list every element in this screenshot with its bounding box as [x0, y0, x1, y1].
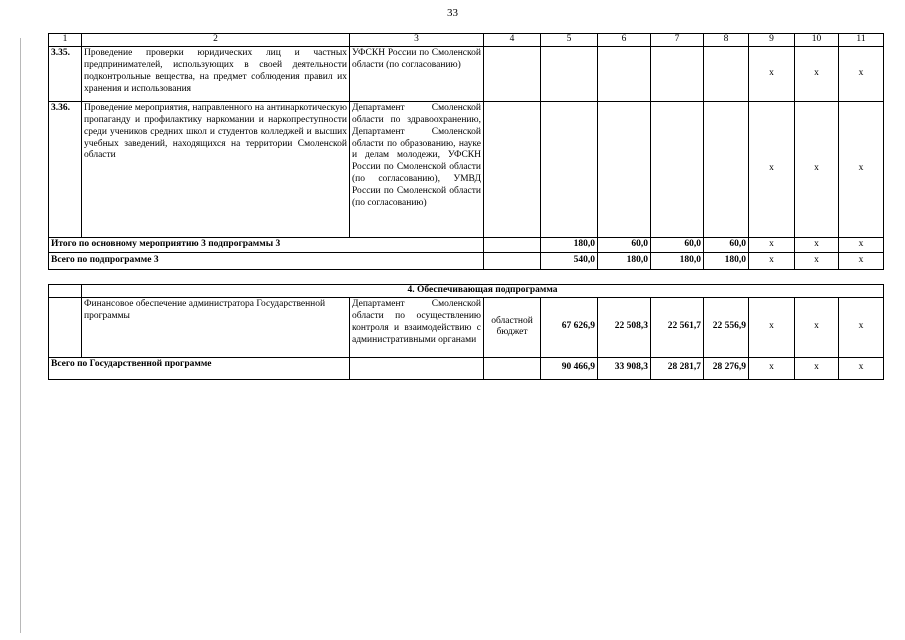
program-table-continued	[48, 33, 884, 270]
total-row	[49, 237, 884, 252]
executor	[350, 357, 484, 379]
indicator-value: x	[749, 297, 795, 357]
funding-source: областной бюджет	[484, 297, 541, 357]
year-2-amount	[651, 101, 704, 237]
year-2-amount: 180,0	[651, 252, 704, 269]
section-title: 4. Обеспечивающая подпрограмма	[82, 285, 884, 298]
table-row	[49, 101, 884, 237]
total-amount: 67 626,9	[541, 297, 598, 357]
row-index: 3.36.	[49, 101, 82, 237]
indicator-value: x	[839, 252, 884, 269]
year-2-amount: 60,0	[651, 237, 704, 252]
activity-name: Проведение мероприятия, направленного на антинаркотическую пропаганду и профилактику наркомании и наркопреступности среди учеников средних школ и студентов колледжей и высших учебных заведений, находящихся на территории Смоленской области	[82, 101, 350, 237]
year-3-amount	[704, 101, 749, 237]
column-number: 8	[704, 34, 749, 47]
indicator-value: x	[839, 357, 884, 379]
column-number: 9	[749, 34, 795, 47]
column-number: 6	[598, 34, 651, 47]
total-label: Всего по Государственной программе	[49, 357, 350, 379]
year-3-amount	[704, 46, 749, 101]
support-subprogram-table	[48, 284, 884, 380]
total-label: Итого по основному мероприятию 3 подпрограммы 3	[49, 237, 484, 252]
indicator-value: x	[749, 46, 795, 101]
indicator-value: x	[795, 357, 839, 379]
indicator-value: x	[839, 297, 884, 357]
indicator-value: x	[839, 101, 884, 237]
table-row	[49, 297, 884, 357]
column-number: 10	[795, 34, 839, 47]
year-3-amount: 22 556,9	[704, 297, 749, 357]
column-number: 5	[541, 34, 598, 47]
year-2-amount: 28 281,7	[651, 357, 704, 379]
total-row	[49, 252, 884, 269]
funding-source	[484, 252, 541, 269]
funding-source	[484, 237, 541, 252]
total-amount: 90 466,9	[541, 357, 598, 379]
indicator-value: x	[795, 46, 839, 101]
year-3-amount: 28 276,9	[704, 357, 749, 379]
funding-source	[484, 46, 541, 101]
executor: УФСКН России по Смоленской области (по согласованию)	[350, 46, 484, 101]
year-1-amount: 33 908,3	[598, 357, 651, 379]
column-number: 3	[350, 34, 484, 47]
indicator-value: x	[795, 297, 839, 357]
page-margin-line	[20, 38, 21, 633]
year-1-amount: 22 508,3	[598, 297, 651, 357]
indicator-value: x	[749, 252, 795, 269]
year-3-amount: 60,0	[704, 237, 749, 252]
executor: Департамент Смоленской области по осуществлению контроля и взаимодействию с административными органами	[350, 297, 484, 357]
column-number-row	[49, 34, 884, 47]
total-amount: 180,0	[541, 237, 598, 252]
executor: Департамент Смоленской области по здравоохранению, Департамент Смоленской области по образованию, науке и делам молодежи, УФСКН России по Смоленской области (по согласованию), УМВД России по Смоленской области (по согласованию)	[350, 101, 484, 237]
column-number: 1	[49, 34, 82, 47]
column-number: 7	[651, 34, 704, 47]
year-1-amount	[598, 46, 651, 101]
year-1-amount: 180,0	[598, 252, 651, 269]
indicator-value: x	[749, 101, 795, 237]
total-amount: 540,0	[541, 252, 598, 269]
total-amount	[541, 46, 598, 101]
row-index	[49, 297, 82, 357]
table-row	[49, 46, 884, 101]
total-label: Всего по подпрограмме 3	[49, 252, 484, 269]
column-number: 11	[839, 34, 884, 47]
funding-source	[484, 101, 541, 237]
page-number: 33	[447, 7, 458, 19]
section-title-row	[49, 285, 884, 298]
column-number: 2	[82, 34, 350, 47]
year-2-amount	[651, 46, 704, 101]
indicator-value: x	[839, 46, 884, 101]
year-1-amount	[598, 101, 651, 237]
row-index: 3.35.	[49, 46, 82, 101]
indicator-value: x	[839, 237, 884, 252]
indicator-value: x	[749, 237, 795, 252]
column-number: 4	[484, 34, 541, 47]
indicator-value: x	[795, 237, 839, 252]
activity-name: Финансовое обеспечение администратора Государственной программы	[82, 297, 350, 357]
indicator-value: x	[795, 252, 839, 269]
funding-source	[484, 357, 541, 379]
year-2-amount: 22 561,7	[651, 297, 704, 357]
row-index	[49, 285, 82, 298]
total-row	[49, 357, 884, 379]
indicator-value: x	[749, 357, 795, 379]
year-3-amount: 180,0	[704, 252, 749, 269]
year-1-amount: 60,0	[598, 237, 651, 252]
total-amount	[541, 101, 598, 237]
indicator-value: x	[795, 101, 839, 237]
activity-name: Проведение проверки юридических лиц и частных предпринимателей, использующих в своей деятельности подконтрольные вещества, на предмет соблюдения правил их хранения и использования	[82, 46, 350, 101]
